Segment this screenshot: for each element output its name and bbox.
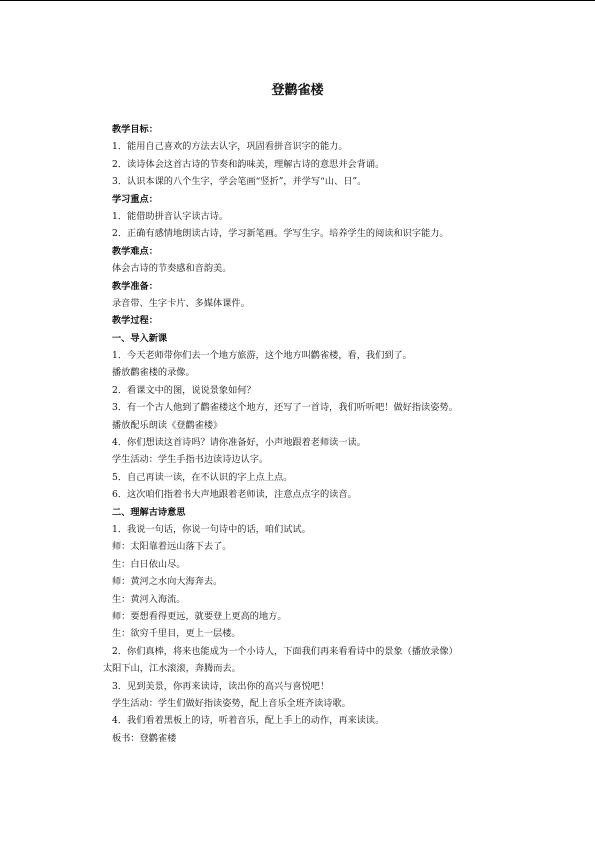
section-heading: 教学准备： <box>112 280 158 292</box>
paragraph-2-line-1: 2．你们真棒，将来也能成为一个小诗人，下面我们再来看看诗中的景象（播放录像） <box>112 645 458 657</box>
lesson-body <box>103 121 504 747</box>
paragraph-2-line-2: 太阳下山，江水滚滚，奔腾而去。 <box>103 663 241 675</box>
text-line: 学生活动：学生手指书边读诗边认字。 <box>112 454 269 466</box>
top-rule <box>0 0 595 1</box>
lesson-tail-lines <box>112 678 504 748</box>
text-line: 播放配乐朗读《登鹳雀楼》 <box>112 419 223 431</box>
text-line: 体会古诗的节奏感和音韵美。 <box>112 263 232 275</box>
text-line: 1．今天老师带你们去一个地方旅游，这个地方叫鹳雀楼，看，我们到了。 <box>112 350 412 362</box>
text-line: 1．能用自己喜欢的方法去认字，巩固看拼音识字的能力。 <box>112 141 348 153</box>
text-line: 生：白日依山尽。 <box>112 558 186 570</box>
text-line: 1．我说一句话，你说一句诗中的话，咱们试试。 <box>112 523 311 535</box>
text-line: 师：太阳靠着远山落下去了。 <box>112 541 232 553</box>
section-heading: 一、导入新课 <box>112 332 168 344</box>
text-line: 生：欲穷千里目，更上一层楼。 <box>112 628 241 640</box>
section-heading: 二、理解古诗意思 <box>112 506 186 518</box>
text-line: 生：黄河入海流。 <box>112 593 186 605</box>
text-line: 2．正确有感情地朗读古诗，学习新笔画。学写生字。培养学生的阅读和识字能力。 <box>112 228 449 240</box>
text-line: 2．看课文中的图，说说景象如何？ <box>112 384 256 396</box>
text-line: 板书：登鹳雀楼 <box>112 732 177 744</box>
text-line: 学生活动：学生们做好指读姿势，配上音乐全班齐读诗歌。 <box>112 697 351 709</box>
text-line: 3．认识本课的八个生字，学会笔画“竖折”，并学写“山、日”。 <box>112 176 367 188</box>
section-heading: 学习重点： <box>112 193 158 205</box>
text-line: 3．见到美景，你再来读诗，读出你的高兴与喜悦吧！ <box>112 680 330 692</box>
section-heading: 教学目标： <box>112 124 158 135</box>
text-line: 播放鹳雀楼的录像。 <box>112 367 195 379</box>
section-heading: 教学难点： <box>112 245 158 257</box>
lesson-lines <box>112 121 504 643</box>
text-line: 3．有一个古人他到了鹳雀楼这个地方，还写了一首诗，我们听听吧！做好指读姿势。 <box>112 402 458 414</box>
text-line: 4．我们看着黑板上的诗，听着音乐，配上手上的动作，再来读读。 <box>112 715 385 727</box>
text-line: 5．自己再读一读，在不认识的字上点上点。 <box>112 471 293 483</box>
paragraph-2 <box>103 643 504 678</box>
text-line: 4．你们想读这首诗吗？请你准备好，小声地跟着老师读一读。 <box>112 437 366 449</box>
page-title: 登鹳雀楼 <box>271 83 324 98</box>
text-line: 师：要想看得更远，就要登上更高的地方。 <box>112 610 287 622</box>
text-line: 2．读诗体会这首古诗的节奏和韵味美，理解古诗的意思并会背诵。 <box>112 158 385 170</box>
section-heading: 教学过程： <box>112 315 158 327</box>
text-line: 6．这次咱们指着书大声地跟着老师读，注意点点字的读音。 <box>112 489 357 501</box>
text-line: 师：黄河之水向大海奔去。 <box>112 576 223 588</box>
text-line: 1．能借助拼音认字读古诗。 <box>112 210 229 222</box>
text-line: 录音带、生字卡片、多媒体课件。 <box>112 297 250 309</box>
